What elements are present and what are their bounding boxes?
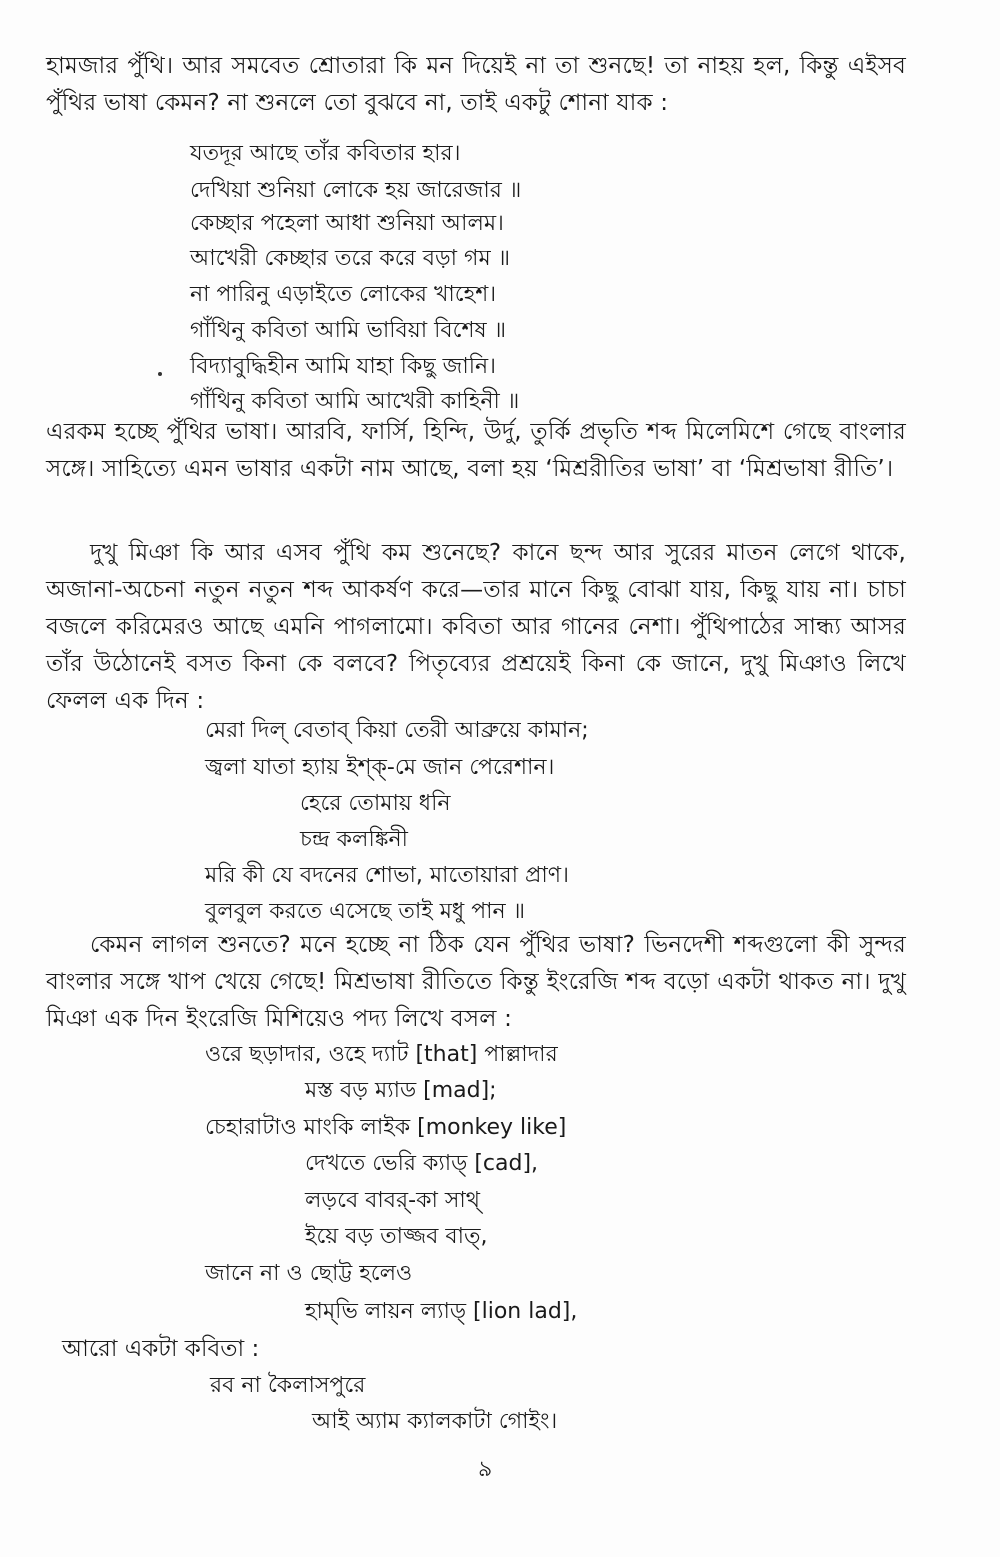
stray-ink-dot (158, 372, 162, 376)
page-number: ৯ (478, 1457, 493, 1482)
verse1-line-6: গাঁথিনু কবিতা আমি ভাবিয়া বিশেষ ॥ (190, 318, 507, 343)
verse3-line-5: লড়বে বাবর্‌-কা সাথ্‌ (305, 1188, 481, 1213)
verse3-line-2: মস্ত বড় ম্যাড [mad]; (305, 1078, 497, 1103)
verse2-line-4: চন্দ্র কলঙ্কিনী (300, 827, 408, 852)
verse3-line-3: চেহারাটাও মাংকি লাইক [monkey like] (205, 1115, 567, 1140)
paragraph-dukhu-mia: দুখু মিঞা কি আর এসব পুঁথি কম শুনেছে? কানে ছন্দ আর সুরের মাতন লেগে থাকে, অজানা-অচেনা নতুন নতুন শব্দ আকর্ষণ করে—তার মানে কিছু বোঝা যায়, কিছু যায় না। চাচা বজলে করিমেরও আছে এমনি পাগলামো। কবিতা আর গানের নেশা। পুঁথিপাঠের সান্ধ্য আসর তাঁর উঠোনেই বসত কিনা কে বলবে? পিতৃব্যের প্রশ্রয়েই কিনা কে জানে, দুখু মিঞাও লিখে ফেলল এক দিন : (46, 540, 906, 714)
verse1-line-5: না পারিনু এড়াইতে লোকের খাহেশ। (190, 282, 497, 307)
verse2-line-3: হেরে তোমায় ধনি (300, 791, 451, 816)
paragraph-another-poem: আরো একটা কবিতা : (62, 1336, 260, 1362)
paragraph-puthi-language: এরকম হচ্ছে পুঁথির ভাষা। আরবি, ফার্সি, হিন্দি, উর্দু, তুর্কি প্রভৃতি শব্দ মিলেমিশে গেছে বাংলার সঙ্গে। সাহিত্যে এমন ভাষার একটা নাম আছে, বলা হয় ‘মিশ্ররীতির ভাষা’ বা ‘মিশ্রভাষা রীতি’। (46, 419, 906, 482)
verse3-line-4: দেখতে ভেরি ক্যাড্‌ [cad], (305, 1151, 539, 1176)
verse3-line-8: হাম্‌ভি লায়ন ল্যাড্‌ [lion lad], (305, 1299, 578, 1324)
verse2-line-1: মেরা দিল্‌ বেতাব্‌ কিয়া তেরী আব্রুয়ে কামান; (205, 718, 589, 743)
verse4-line-1: রব না কৈলাসপুরে (210, 1373, 366, 1398)
verse4-line-2: আই অ্যাম ক্যালকাটা গোইং। (312, 1409, 558, 1434)
verse1-line-3: কেচ্ছার পহেলা আধা শুনিয়া আলম। (190, 211, 504, 236)
verse1-line-7: বিদ্যাবুদ্ধিহীন আমি যাহা কিছু জানি। (190, 354, 497, 379)
paragraph-english-mix: কেমন লাগল শুনতে? মনে হচ্ছে না ঠিক যেন পুঁথির ভাষা? ভিনদেশী শব্দগুলো কী সুন্দর বাংলার সঙ্গে খাপ খেয়ে গেছে! মিশ্রভাষা রীতিতে কিন্তু ইংরেজি শব্দ বড়ো একটা থাকত না। দুখু মিঞা এক দিন ইংরেজি মিশিয়েও পদ্য লিখে বসল : (46, 932, 906, 1032)
verse3-line-7: জানে না ও ছোট্ট হলেও (205, 1261, 413, 1286)
verse3-line-1: ওরে ছড়াদার, ওহে দ্যাট [that] পাল্লাদার (205, 1042, 558, 1067)
verse2-line-6: বুলবুল করতে এসেছে তাই মধু পান ॥ (205, 899, 526, 924)
verse1-line-4: আখেরী কেচ্ছার তরে করে বড়া গম ॥ (190, 246, 511, 271)
verse1-line-8: গাঁথিনু কবিতা আমি আখেরী কাহিনী ॥ (190, 389, 520, 414)
verse1-line-1: যতদূর আছে তাঁর কবিতার হার। (190, 141, 461, 166)
verse2-line-5: মরি কী যে বদনের শোভা, মাতোয়ারা প্রাণ। (205, 863, 569, 888)
verse3-line-6: ইয়ে বড় তাজ্জব বাত্‌, (305, 1224, 488, 1249)
paragraph-intro: হামজার পুঁথি। আর সমবেত শ্রোতারা কি মন দিয়েই না তা শুনছে! তা নাহয় হল, কিন্তু এইসব পুঁথির ভাষা কেমন? না শুনলে তো বুঝবে না, তাই একটু শোনা যাক : (46, 53, 906, 116)
verse2-line-2: জ্বলা যাতা হ্যায় ইশ্‌ক্‌-মে জান পেরেশান। (205, 755, 555, 780)
verse1-line-2: দেখিয়া শুনিয়া লোকে হয় জারেজার ॥ (190, 178, 522, 203)
